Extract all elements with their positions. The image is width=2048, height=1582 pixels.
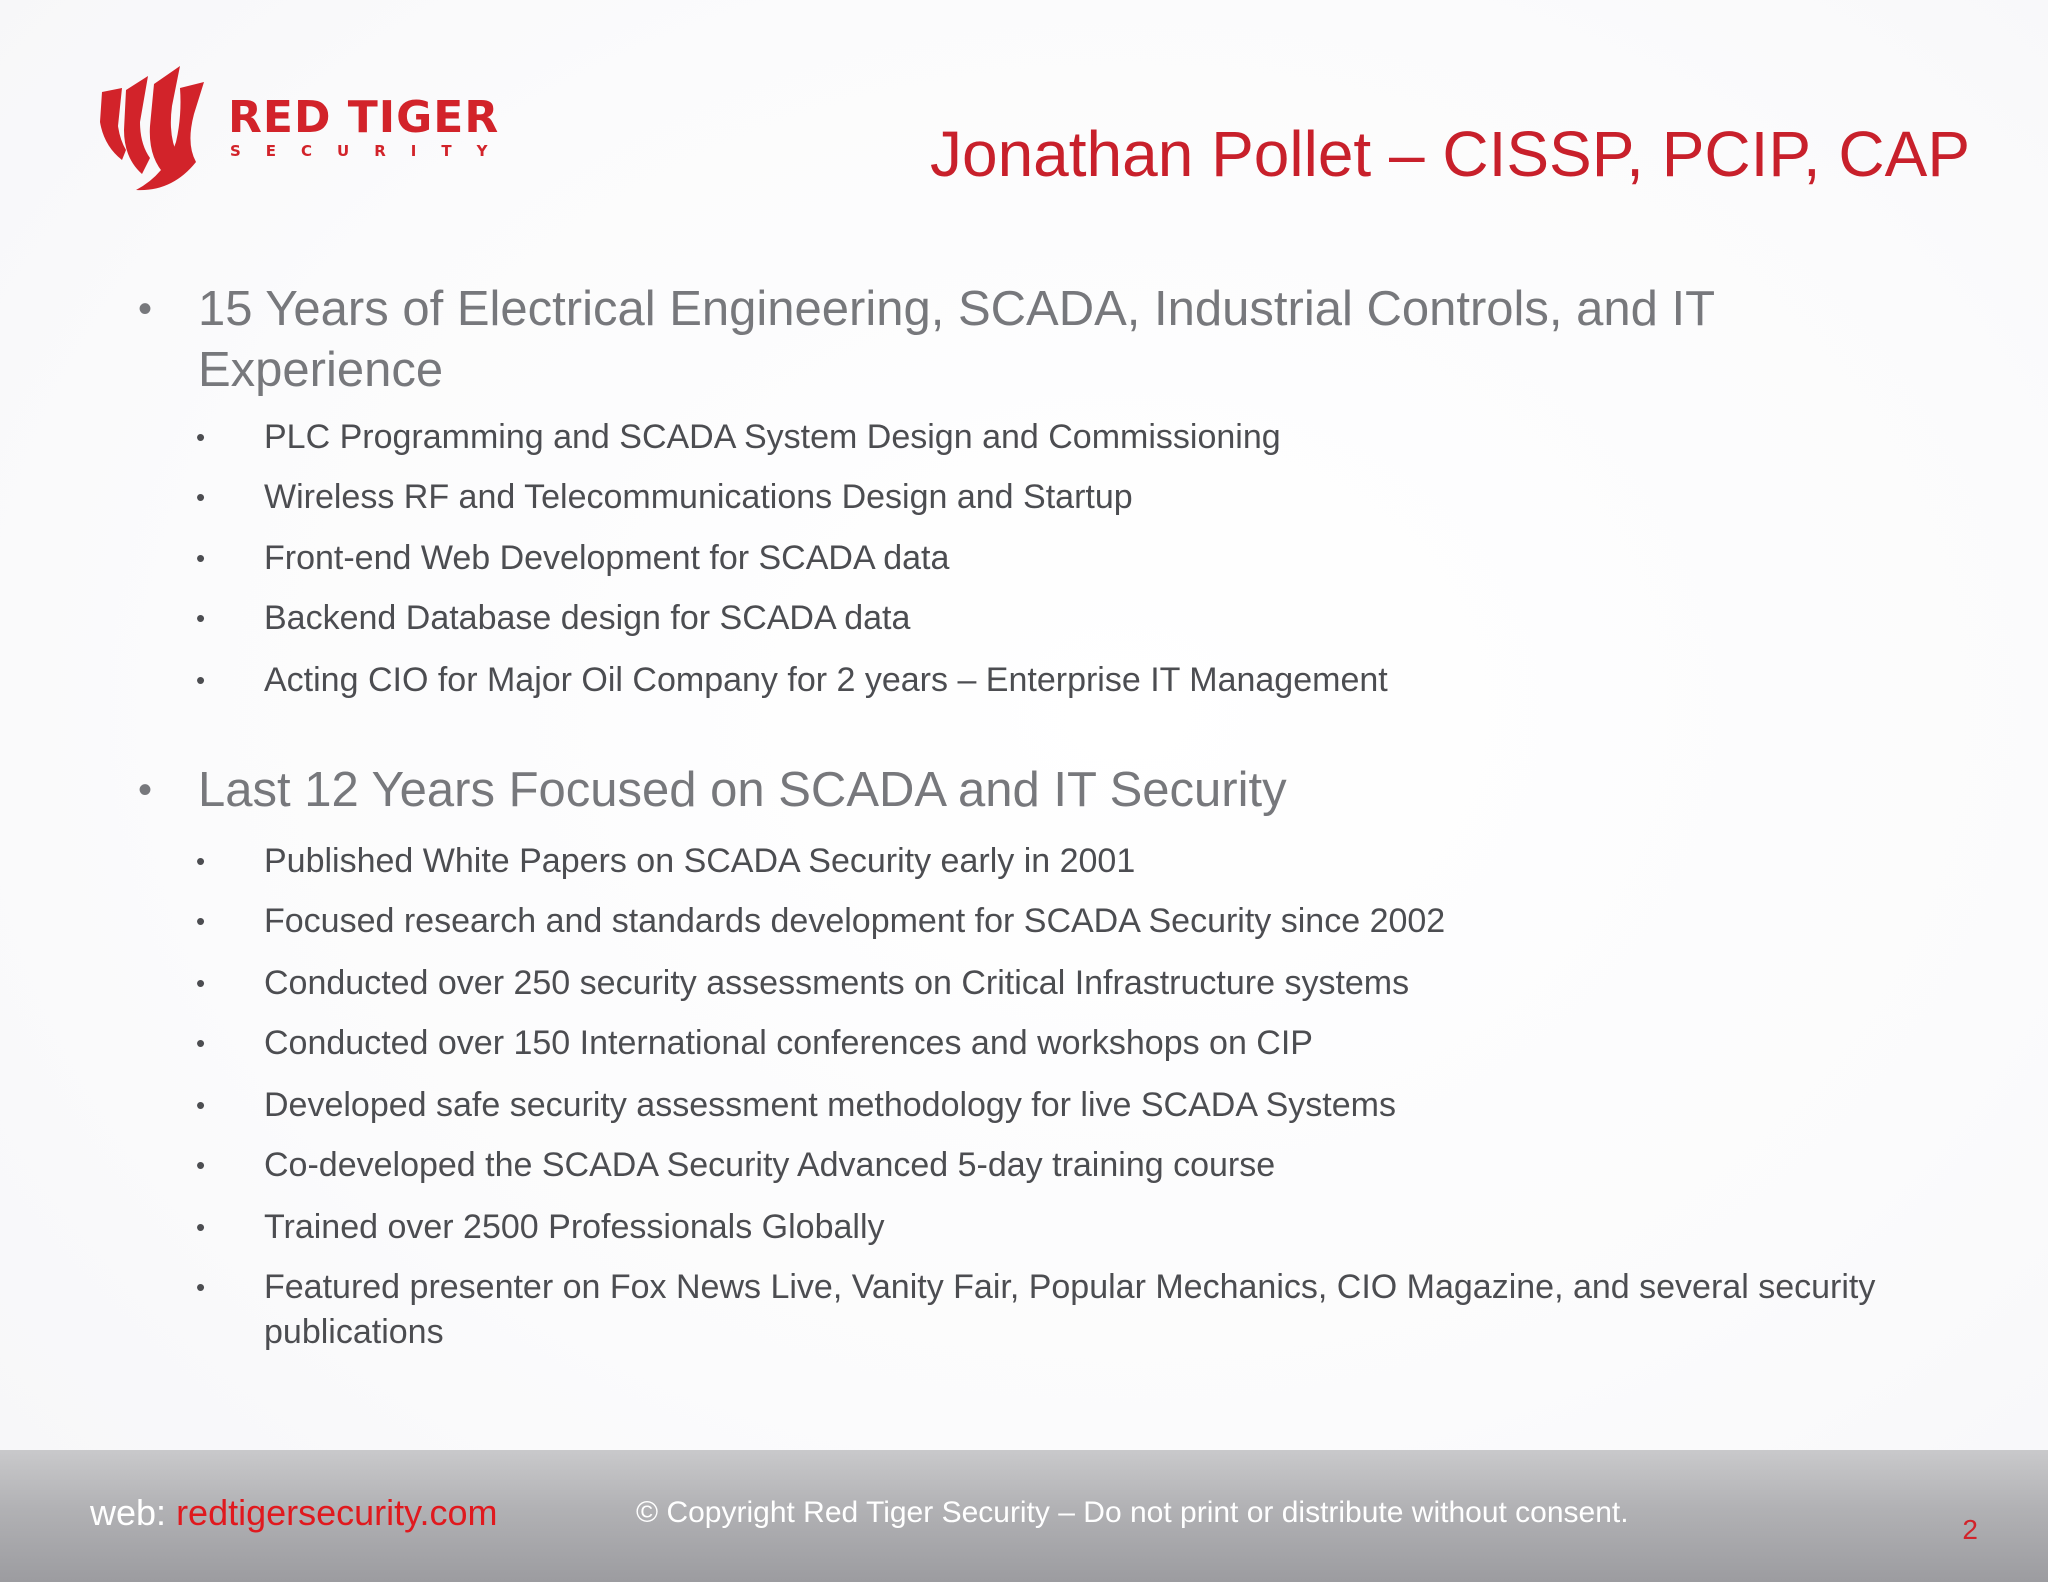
footer-copyright: © Copyright Red Tiger Security – Do not print or distribute without consent. bbox=[636, 1496, 1629, 1529]
bullet: • bbox=[138, 287, 153, 331]
bullet: • bbox=[196, 543, 206, 573]
bullet: • bbox=[196, 422, 206, 452]
list-item-text: Backend Database design for SCADA data bbox=[264, 599, 911, 637]
list-item-text: Focused research and standards development for SCADA Security since 2002 bbox=[264, 902, 1446, 940]
bullet: • bbox=[196, 846, 206, 876]
footer-web bbox=[90, 1492, 498, 1534]
section-heading-text: Last 12 Years Focused on SCADA and IT Security bbox=[198, 763, 1287, 817]
bullet: • bbox=[196, 665, 206, 695]
list-item-text: Conducted over 150 International conferences and workshops on CIP bbox=[264, 1024, 1313, 1062]
bullet: • bbox=[196, 906, 206, 936]
bullet: • bbox=[196, 1090, 206, 1120]
tiger-claw-icon bbox=[96, 66, 208, 192]
bullet: • bbox=[138, 768, 153, 812]
section-heading-text: 15 Years of Electrical Engineering, SCADA, Industrial Controls, and IT Experience bbox=[198, 282, 1715, 397]
footer bbox=[0, 1450, 2048, 1582]
list-item-text: Featured presenter on Fox News Live, Vanity Fair, Popular Mechanics, CIO Magazine, and several security publications bbox=[264, 1268, 1876, 1351]
slide-title: Jonathan Pollet – CISSP, PCIP, CAP bbox=[929, 118, 1970, 190]
bullet: • bbox=[196, 968, 206, 998]
logo-wordmark: RED TIGER bbox=[228, 92, 500, 143]
page-number: 2 bbox=[1962, 1514, 1978, 1545]
red-tiger-logo bbox=[96, 66, 516, 196]
list-item-text: Wireless RF and Telecommunications Design and Startup bbox=[264, 478, 1133, 516]
list-item-text: Acting CIO for Major Oil Company for 2 years – Enterprise IT Management bbox=[264, 661, 1388, 699]
list-item-text: Front-end Web Development for SCADA data bbox=[264, 539, 950, 577]
bullet: • bbox=[196, 482, 206, 512]
list-item-text: Trained over 2500 Professionals Globally bbox=[264, 1208, 885, 1246]
bullet: • bbox=[196, 603, 206, 633]
list-item-text: PLC Programming and SCADA System Design and Commissioning bbox=[264, 418, 1281, 456]
footer-web-link[interactable]: redtigersecurity.com bbox=[176, 1492, 498, 1533]
list-item-text: Published White Papers on SCADA Security early in 2001 bbox=[264, 842, 1136, 880]
bullet: • bbox=[196, 1028, 206, 1058]
bullet: • bbox=[196, 1212, 206, 1242]
footer-web-label: web: bbox=[90, 1492, 167, 1533]
list-item-text: Conducted over 250 security assessments on Critical Infrastructure systems bbox=[264, 964, 1410, 1002]
bullet: • bbox=[196, 1150, 206, 1180]
logo-subtitle: SECURITY bbox=[230, 142, 513, 160]
list-item-text: Developed safe security assessment methodology for live SCADA Systems bbox=[264, 1086, 1396, 1124]
bullet: • bbox=[196, 1272, 206, 1302]
list-item-text: Co-developed the SCADA Security Advanced 5-day training course bbox=[264, 1146, 1276, 1184]
